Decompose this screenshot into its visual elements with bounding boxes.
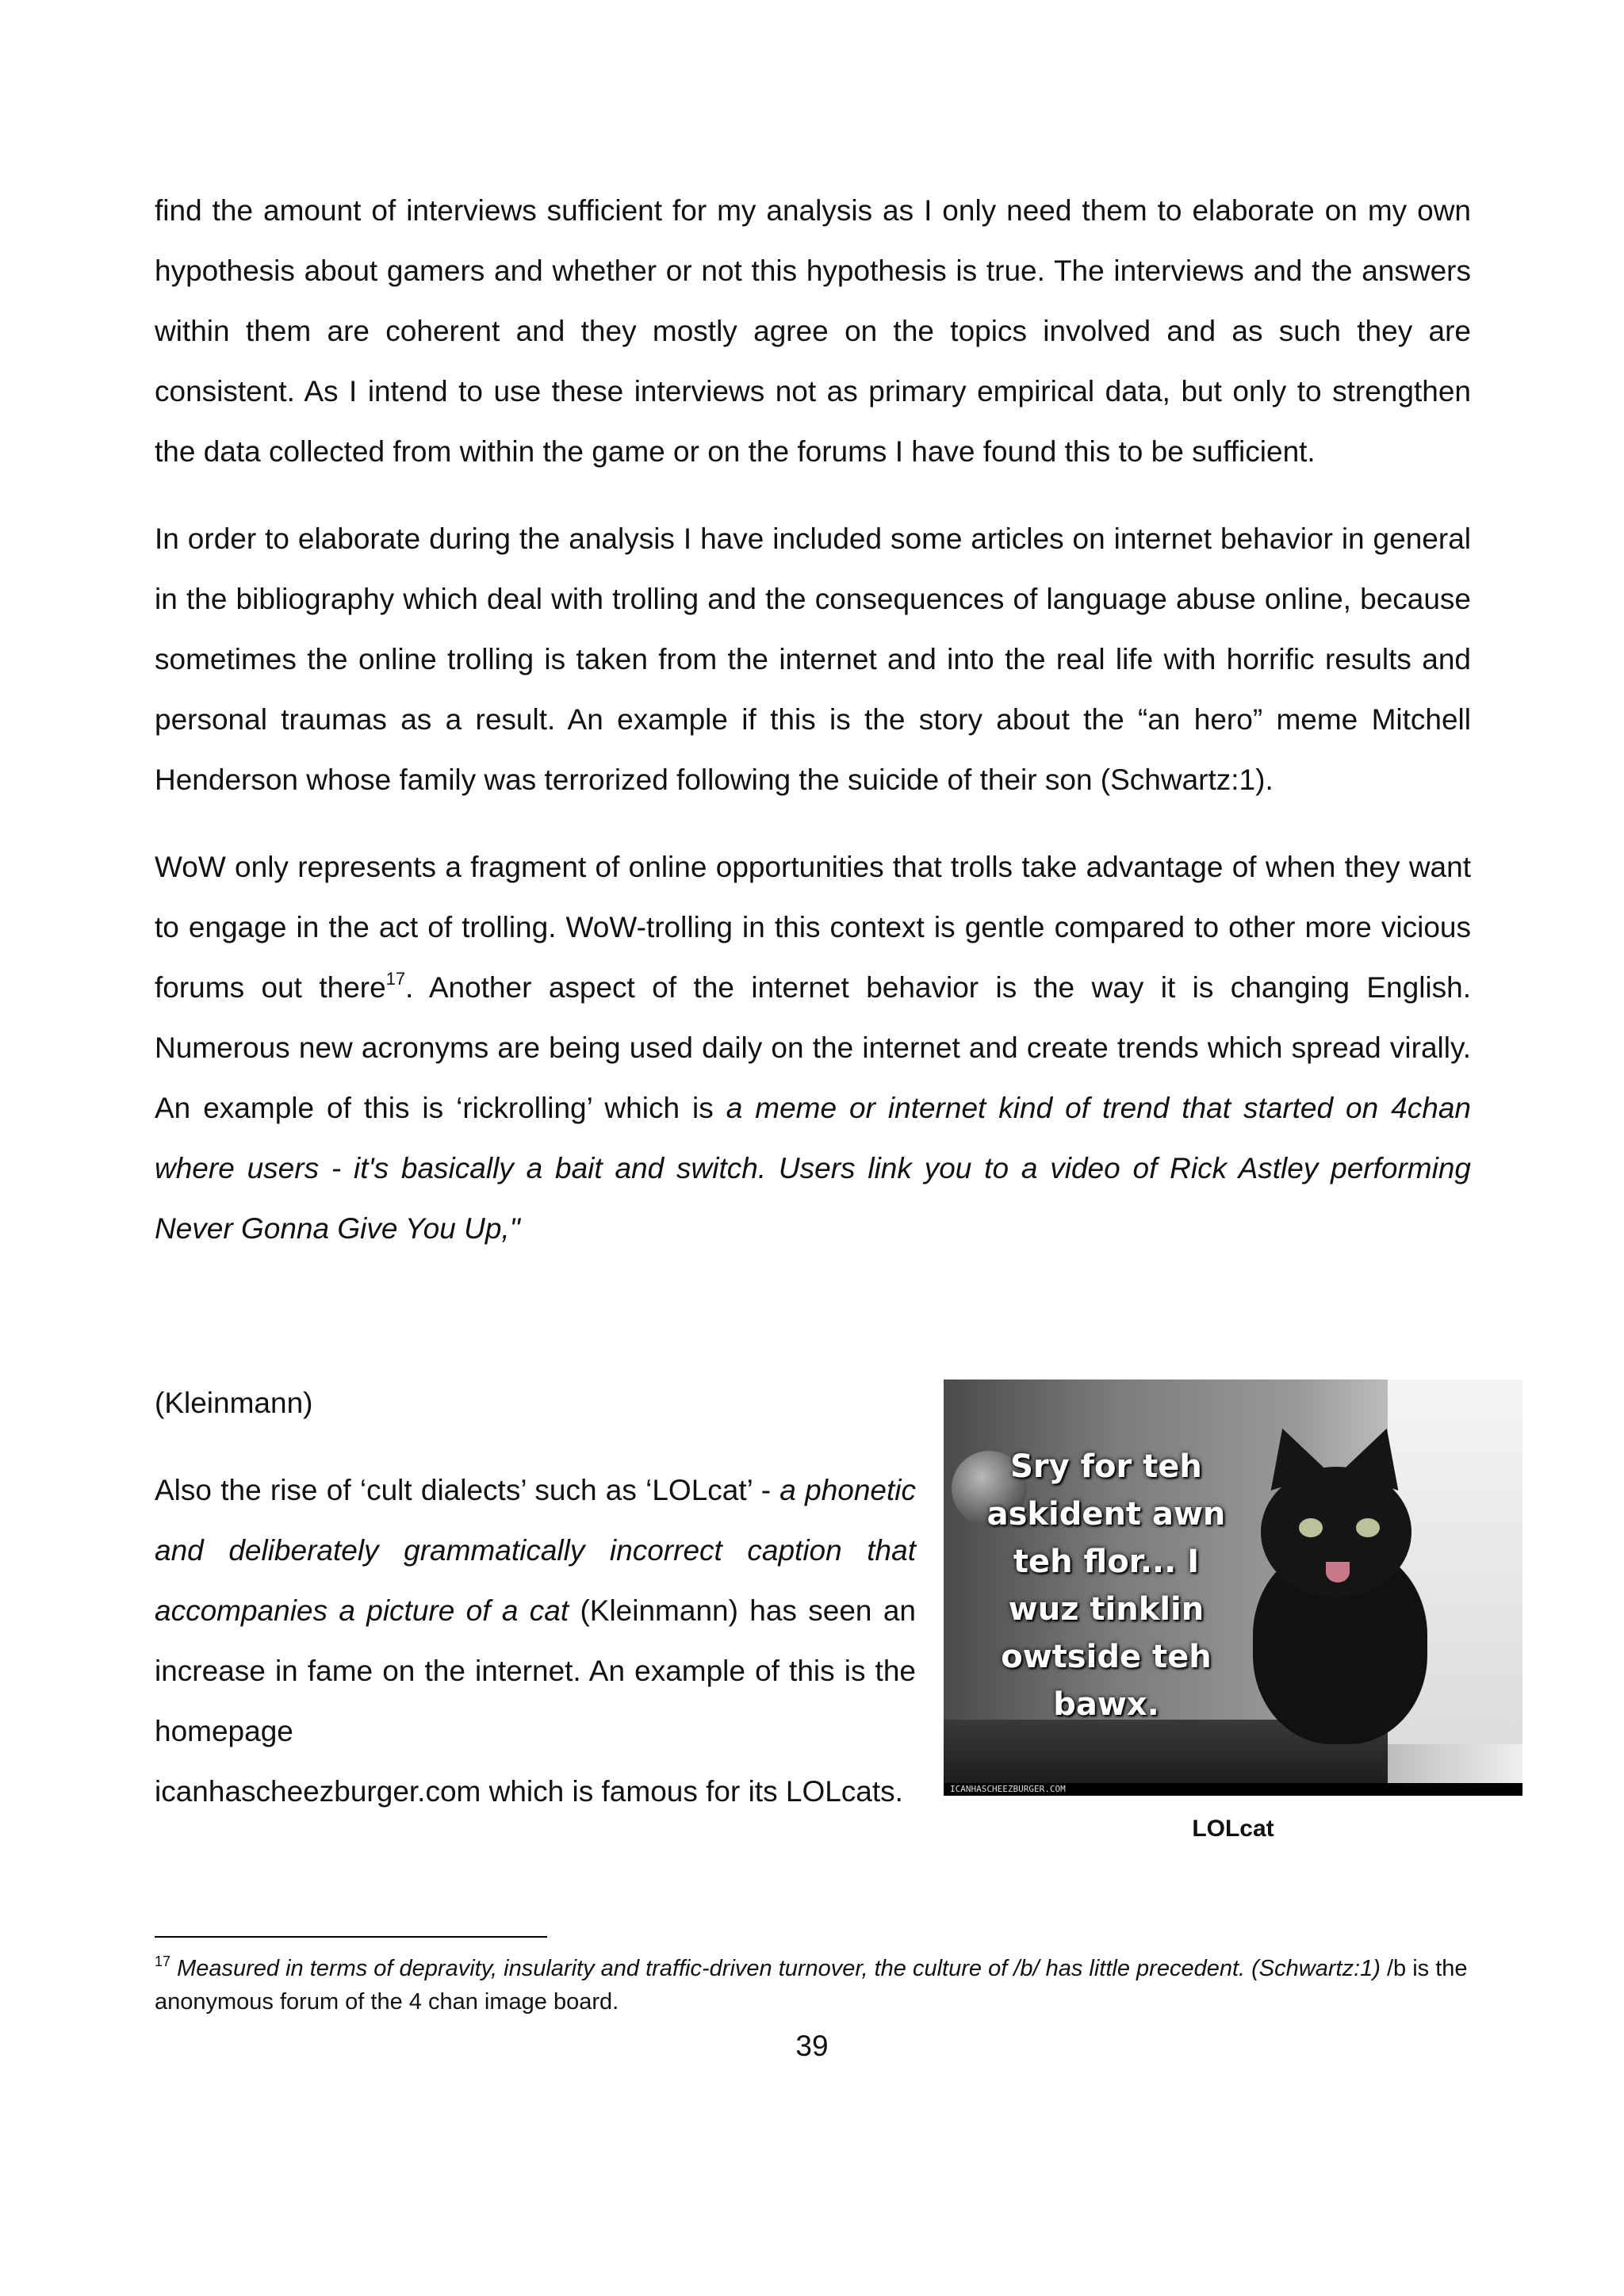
left-column-text — [155, 1373, 916, 1822]
lolcat-image — [944, 1380, 1522, 1796]
kitten-mouth — [1326, 1562, 1350, 1582]
paragraph-lolcat — [155, 1460, 916, 1822]
footnote-divider — [155, 1936, 547, 1938]
paragraph-wow-text-b: . Another aspect of the internet behavior is the way it is changing English. Numerous new acronyms are being used daily on the internet and create trends which spread virally. An example of this is ‘rickrolling’ which is — [155, 971, 1472, 1124]
lolcat-caption: Sry for teh askident awn teh flor... I wuz tinklin owtside teh bawx. — [986, 1448, 1226, 1723]
rickrolling-quote: a meme or internet kind of trend that started on 4chan where users - it's basically a bait and switch. Users link you to a video of Rick Astley performing Never Gonna Give You Up," — [155, 1092, 1471, 1245]
figure-label: LOLcat — [1192, 1816, 1274, 1842]
footnote-ref-17: 17 — [385, 969, 406, 989]
paragraph-lolcat-text-b: (Kleinmann) has seen an increase in fame on the internet. An example of this is the homepage — [155, 1594, 916, 1747]
lolcat-definition: a phonetic and deliberately grammatically incorrect caption that accompanies a picture of a cat — [155, 1474, 917, 1627]
kitten-eye-right — [1356, 1518, 1380, 1537]
paragraph-wow-text-a: WoW only represents a fragment of online opportunities that trolls take advantage of when they want to engage in the act of trolling. WoW-trolling in this context is gentle compared to other more vicious forums out there — [155, 851, 1471, 1004]
paragraph-internet-behavior: In order to elaborate during the analysis I have included some articles on internet behavior in general in the bibliography which deal with trolling and the consequences of language abuse online, because sometimes the online trolling is taken from the internet and into the real life with horrific results and personal traumas as a result. An example if this is the story about the “an hero” meme Mitchell Henderson whose family was terrorized following the suicide of their son (Schwartz:1). — [155, 522, 1471, 796]
paragraph-lolcat-text-a: Also the rise of ‘cult dialects’ such as ‘LOLcat’ - — [155, 1474, 780, 1506]
paragraph-lolcat-text-c: icanhascheezburger.com which is famous for its LOLcats. — [155, 1775, 903, 1808]
paragraph-wow-trolling — [155, 837, 1471, 1259]
footnote-17 — [155, 1952, 1471, 2019]
paragraph-interviews: find the amount of interviews sufficient for my analysis as I only need them to elaborate on my own hypothesis about gamers and whether or not this hypothesis is true. The interviews and the answers within them are coherent and they mostly agree on the topics involved and as such they are consistent. As I intend to use these interviews not as primary empirical data, but only to strengthen the data collected from within the game or on the forums I have found this to be sufficient. — [155, 194, 1471, 468]
citation-kleinmann: (Kleinmann) — [155, 1387, 313, 1419]
footnote-text: /b is the anonymous forum of the 4 chan image board. — [155, 1956, 1468, 2015]
footnote-quote: Measured in terms of depravity, insularity and traffic-driven turnover, the culture of /b/ has little precedent. (Schwartz:1) — [177, 1956, 1381, 1981]
page-number: 39 — [795, 2030, 829, 2062]
main-text-block — [155, 181, 1471, 1259]
image-watermark: ICANHASCHEEZBURGER.COM — [944, 1783, 1522, 1796]
kitten-eye-left — [1299, 1518, 1323, 1537]
footnote-number: 17 — [155, 1954, 171, 1969]
black-kitten — [1229, 1427, 1435, 1728]
